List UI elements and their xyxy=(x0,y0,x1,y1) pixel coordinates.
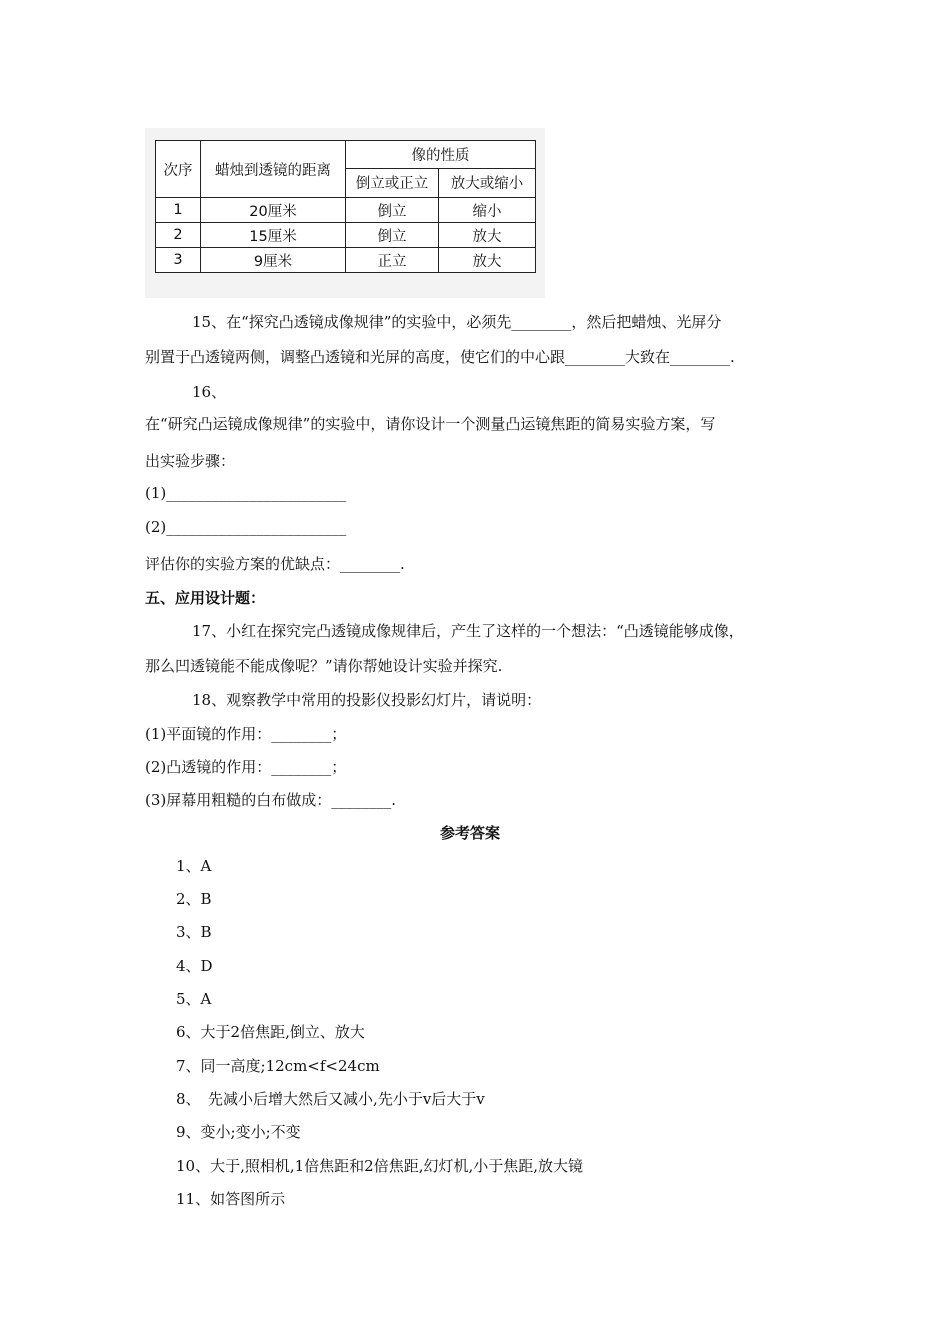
question-16-evaluation: 评估你的实验方案的优缺点：________. xyxy=(145,555,405,573)
cell-orientation: 倒立 xyxy=(346,198,439,223)
header-image-nature: 像的性质 xyxy=(346,141,536,169)
answer-item: 7、同一高度;12cm<f<24cm xyxy=(176,1057,380,1075)
experiment-table xyxy=(155,140,536,273)
question-18-part-2: (2)凸透镜的作用：________； xyxy=(145,758,347,776)
cell-orientation: 正立 xyxy=(346,248,439,273)
header-order: 次序 xyxy=(156,141,201,198)
header-size: 放大或缩小 xyxy=(439,168,536,197)
question-16-line-1: 在“研究凸运镜成像规律”的实验中，请你设计一个测量凸运镜焦距的简易实验方案，写 xyxy=(145,415,716,433)
answer-item: 6、大于2倍焦距,倒立、放大 xyxy=(176,1023,365,1041)
question-16-number: 16、 xyxy=(192,383,227,401)
experiment-table-image xyxy=(145,128,545,298)
answer-item: 1、A xyxy=(176,857,212,875)
answer-item: 3、B xyxy=(176,923,212,941)
section-5-heading: 五、应用设计题： xyxy=(145,589,266,607)
answer-item: 11、如答图所示 xyxy=(176,1190,286,1208)
answer-item: 5、A xyxy=(176,990,212,1008)
cell-size: 放大 xyxy=(439,248,536,273)
cell-order: 3 xyxy=(156,248,201,273)
table-row xyxy=(156,198,536,223)
header-distance: 蜡烛到透镜的距离 xyxy=(201,141,346,198)
question-18-line-1: 18、观察教学中常用的投影仪投影幻灯片，请说明： xyxy=(192,691,542,709)
cell-distance: 15厘米 xyxy=(201,223,346,248)
question-16-step-1: (1)________________________ xyxy=(145,484,347,502)
question-15-line-1: 15、在“探究凸透镜成像规律”的实验中，必须先________，然后把蜡烛、光屏分 xyxy=(192,313,722,331)
answers-title: 参考答案 xyxy=(440,824,501,842)
cell-order: 1 xyxy=(156,198,201,223)
answer-item: 4、D xyxy=(176,957,213,975)
cell-size: 缩小 xyxy=(439,198,536,223)
answer-item: 8、 先减小后增大然后又减小,先小于v后大于v xyxy=(176,1090,485,1108)
cell-distance: 20厘米 xyxy=(201,198,346,223)
question-15-line-2: 别置于凸透镜两侧，调整凸透镜和光屏的高度，使它们的中心跟________大致在________. xyxy=(145,348,735,366)
table-row xyxy=(156,248,536,273)
question-17-line-2: 那么凹透镜能不能成像呢？”请你帮她设计实验并探究. xyxy=(145,657,503,675)
question-16-step-2: (2)________________________ xyxy=(145,518,347,536)
question-18-part-3: (3)屏幕用粗糙的白布做成：________. xyxy=(145,791,397,809)
question-16-line-2: 出实验步骤： xyxy=(145,452,236,470)
cell-distance: 9厘米 xyxy=(201,248,346,273)
cell-orientation: 倒立 xyxy=(346,223,439,248)
cell-order: 2 xyxy=(156,223,201,248)
header-orientation: 倒立或正立 xyxy=(346,168,439,197)
question-18-part-1: (1)平面镜的作用：________； xyxy=(145,725,347,743)
answer-item: 2、B xyxy=(176,890,212,908)
cell-size: 放大 xyxy=(439,223,536,248)
question-17-line-1: 17、小红在探究完凸透镜成像规律后，产生了这样的一个想法：“凸透镜能够成像， xyxy=(192,622,744,640)
answer-item: 9、变小;变小;不变 xyxy=(176,1123,301,1141)
answer-item: 10、大于,照相机,1倍焦距和2倍焦距,幻灯机,小于焦距,放大镜 xyxy=(176,1157,584,1175)
table-row xyxy=(156,223,536,248)
